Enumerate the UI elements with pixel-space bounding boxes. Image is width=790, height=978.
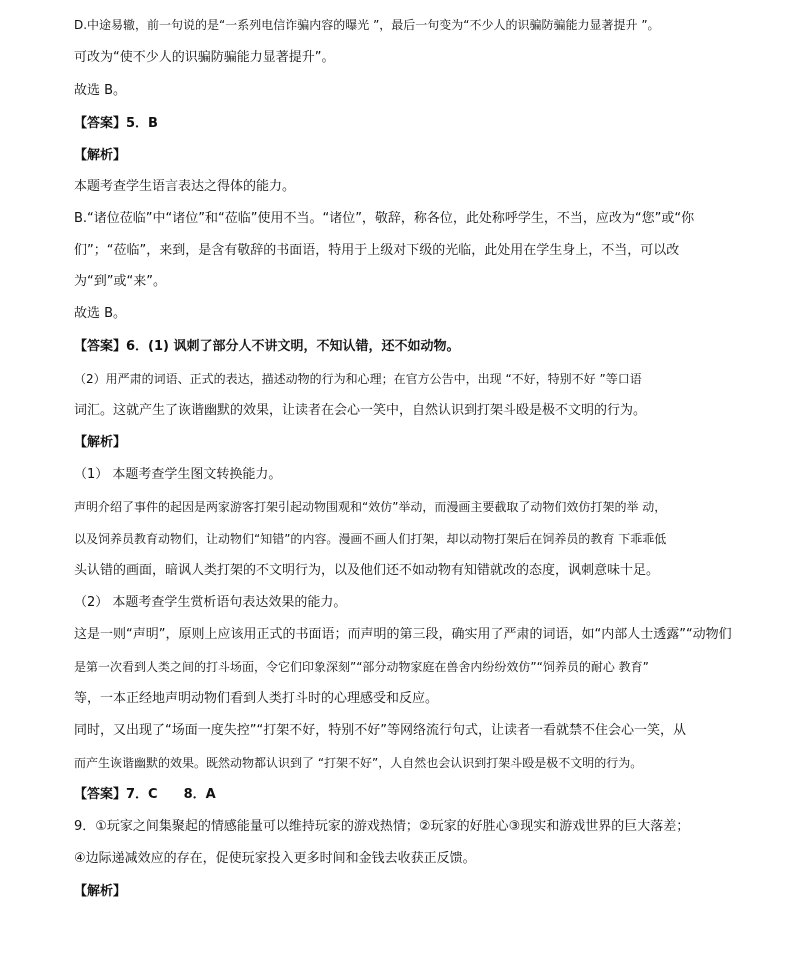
text-line: 为“到”或“来”。 [74,274,166,289]
text-line: （1） 本题考查学生图文转换能力。 [74,467,282,482]
text-line: 同时，又出现了“场面一度失控”“打架不好，特别不好”等网络流行句式，让读者一看就禁不住会心一笑，从 [74,723,686,738]
analysis-heading: 【解析】 [74,884,127,899]
text-line: 而产生诙谐幽默的效果。既然动物都认识到了 “打架不好”，人自然也会认识到打架斗殴是极不文明的行为。 [74,756,643,770]
answer-heading: 【答案】6．(1) 讽刺了部分人不讲文明，不知认错，还不如动物。 [74,339,460,354]
text-line: 是第一次看到人类之间的打斗场面，令它们印象深刻”“部分动物家庭在兽舍内纷纷效仿”“饲养员的耐心 教育” [74,660,649,674]
text-line: （2）用严肃的词语、正式的表达，描述动物的行为和心理；在官方公告中，出现 “不好，特别不好 ”等口语 [74,372,642,386]
text-line: 声明介绍了事件的起因是两家游客打架引起动物围观和“效仿”举动，而漫画主要截取了动物们效仿打架的举 动， [74,500,667,514]
answer-heading: 【答案】7．C 8．A [74,787,216,802]
text-line: 们”；“莅临”，来到，是含有敬辞的书面语，特用于上级对下级的光临，此处用在学生身上，不当，可以改 [74,243,680,258]
text-line: ④边际递减效应的存在，促使玩家投入更多时间和金钱去收获正反馈。 [74,851,476,866]
text-line: D.中途易辙，前一句说的是“一系列电信诈骗内容的曝光 ”，最后一句变为“不少人的识骗防骗能力显著提升 ”。 [74,18,660,32]
answer-heading: 【答案】5．B [74,116,158,131]
text-line: 词汇。这就产生了诙谐幽默的效果，让读者在会心一笑中，自然认识到打架斗殴是极不文明的行为。 [74,403,647,418]
text-line: （2） 本题考查学生赏析语句表达效果的能力。 [74,595,347,610]
text-line: 9．①玩家之间集聚起的情感能量可以维持玩家的游戏热情；②玩家的好胜心③现实和游戏世界的巨大落差； [74,819,690,834]
text-line: B.“诸位莅临”中“诸位”和“莅临”使用不当。“诸位”，敬辞，称各位，此处称呼学生，不当，应改为“您”或“你 [74,211,695,226]
analysis-heading: 【解析】 [74,435,127,450]
text-line: 以及饲养员教育动物们，让动物们“知错”的内容。漫画不画人们打架，却以动物打架后在饲养员的教育 下乖乖低 [74,532,667,546]
text-line: 故选 B。 [74,83,127,98]
text-line: 这是一则“声明”，原则上应该用正式的书面语；而声明的第三段，确实用了严肃的词语，如“内部人士透露”“动物们 [74,627,732,642]
text-line: 头认错的画面，暗讽人类打架的不文明行为，以及他们还不如动物有知错就改的态度，讽刺意味十足。 [74,563,660,578]
analysis-heading: 【解析】 [74,148,127,163]
text-line: 本题考查学生语言表达之得体的能力。 [74,179,296,194]
text-line: 等，一本正经地声明动物们看到人类打斗时的心理感受和反应。 [74,691,439,706]
text-line: 故选 B。 [74,306,127,321]
text-line: 可改为“使不少人的识骗防骗能力显著提升”。 [74,50,335,65]
